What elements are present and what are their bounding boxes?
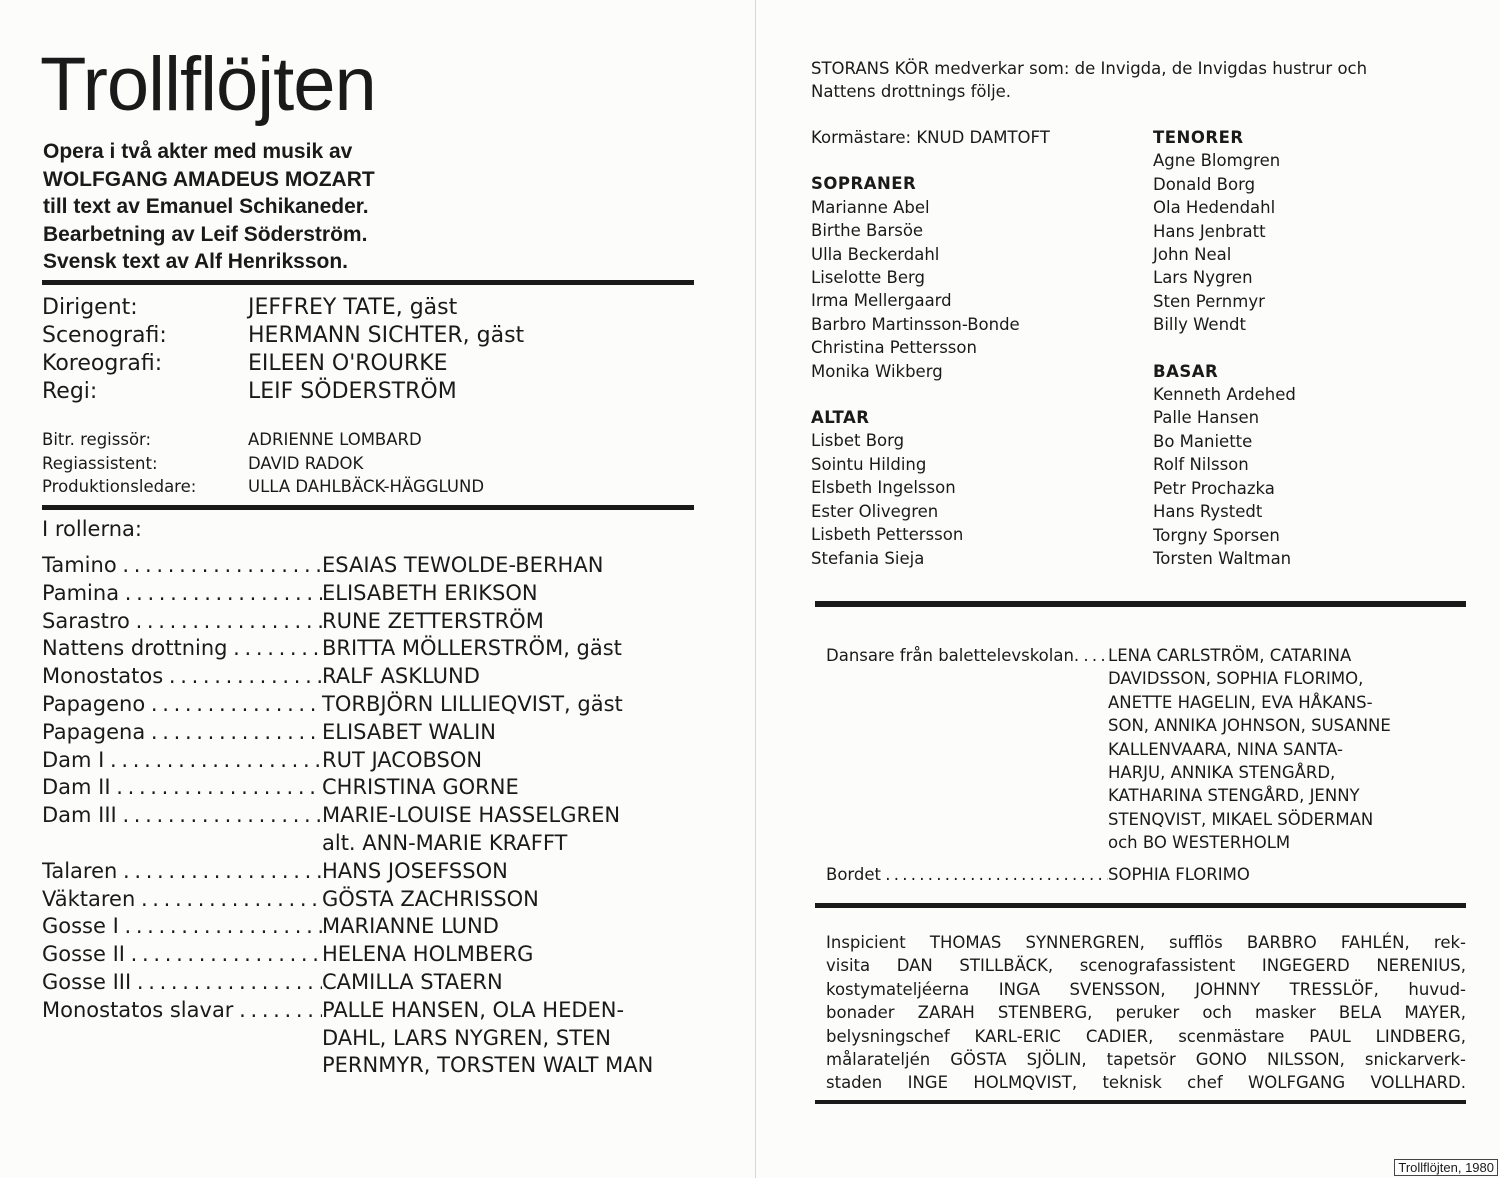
credit-row — [42, 428, 484, 452]
singer-name: Rolf Nilsson — [1153, 455, 1249, 475]
opera-intro — [43, 138, 375, 276]
roles-heading: I rollerna: — [42, 517, 142, 541]
actor-name: HELENA HOLMBERG — [322, 942, 534, 967]
singer-name: Palle Hansen — [1153, 408, 1260, 428]
section-heading: SOPRANER — [811, 174, 917, 194]
cast-row — [42, 997, 722, 1025]
role-name: Monostatos slavar . . . — [42, 997, 322, 1025]
singer-name: Ola Hedendahl — [1153, 198, 1276, 218]
singer-name: Birthe Barsöe — [811, 221, 924, 241]
dancer-line: KALLENVAARA, NINA SANTA- — [1108, 739, 1343, 759]
bordet-row — [826, 863, 1466, 886]
credit-row — [42, 350, 702, 378]
dancer-line: DAVIDSSON, SOPHIA FLORIMO, — [1108, 669, 1364, 689]
singer-name: Hans Jenbratt — [1153, 221, 1266, 241]
credit-label: Regiassistent: — [42, 453, 158, 473]
cast-row — [42, 747, 722, 775]
singer-name: Marianne Abel — [811, 197, 930, 217]
dancers-label: Dansare från balettelevskolan. . . . — [826, 644, 1108, 855]
role-name: Dam III . . . — [42, 802, 322, 830]
cast-row — [42, 941, 722, 969]
basar-list — [1153, 383, 1296, 570]
actor-name: CAMILLA STAERN — [322, 969, 503, 994]
actor-name-continued: DAHL, LARS NYGREN, STEN — [322, 1025, 612, 1050]
singer-name: Bo Maniette — [1153, 431, 1253, 451]
page-title: Trollflöjten — [40, 42, 376, 127]
assistant-credits — [42, 428, 484, 499]
credit-label: Bitr. regissör: — [42, 430, 152, 449]
actor-name: MARIE-LOUISE HASSELGREN — [322, 803, 621, 828]
bordet-name: SOPHIA FLORIMO — [1108, 864, 1250, 884]
cast-row — [42, 635, 722, 663]
actor-name: PALLE HANSEN, OLA HEDEN- — [322, 997, 625, 1022]
crew-credits — [826, 931, 1466, 1095]
credit-label: Regi: — [42, 379, 98, 404]
cast-row — [42, 580, 722, 608]
production-credits — [42, 294, 702, 406]
cast-row — [42, 969, 722, 997]
cast-row — [42, 886, 722, 914]
credit-name: JEFFREY TATE, gäst — [248, 295, 458, 320]
role-name: Monostatos . . . — [42, 663, 322, 691]
dancer-line: LENA CARLSTRÖM, CATARINA — [1108, 646, 1352, 665]
actor-name: MARIANNE LUND — [322, 914, 499, 939]
role-name: Gosse I . . . — [42, 913, 322, 941]
section-heading: BASAR — [1153, 361, 1219, 381]
crew-line: staden INGE HOLMQVIST, teknisk chef WOLFGANG VOLLHARD. — [826, 1073, 1466, 1093]
crew-line: kostymateljéerna INGA SVENSSON, JOHNNY TRESSLÖF, huvud- — [826, 979, 1466, 999]
actor-name: ELISABET WALIN — [322, 719, 497, 744]
page-fold — [755, 0, 756, 1178]
singer-name: Barbro Martinsson-Bonde — [811, 314, 1020, 334]
crew-line: visita DAN STILLBÄCK, scenografassistent INGEGERD NERENIUS, — [826, 956, 1466, 976]
credit-label: Scenografi: — [42, 323, 167, 348]
intro-line: Bearbetning av Leif Söderström. — [43, 222, 368, 246]
role-name: Tamino . . . — [42, 552, 322, 580]
divider — [815, 1100, 1466, 1104]
choir-intro — [811, 57, 1367, 103]
cast-list — [42, 552, 722, 1080]
dancer-line: HARJU, ANNIKA STENGÅRD, — [1108, 763, 1336, 783]
actor-name: GÖSTA ZACHRISSON — [322, 886, 539, 911]
credit-row — [42, 294, 702, 322]
role-name: Väktaren . . . — [42, 886, 322, 914]
credit-name: ULLA DAHLBÄCK-HÄGGLUND — [248, 477, 485, 496]
credit-label: Dirigent: — [42, 295, 138, 320]
chorus-left-column — [811, 126, 1050, 570]
credit-name: LEIF SÖDERSTRÖM — [248, 379, 457, 404]
actor-name: BRITTA MÖLLERSTRÖM, gäst — [322, 636, 622, 661]
singer-name: John Neal — [1153, 245, 1232, 265]
section-heading: TENORER — [1153, 128, 1244, 147]
singer-name: Lisbet Borg — [811, 431, 905, 451]
dancer-line: STENQVIST, MIKAEL SÖDERMAN — [1108, 809, 1374, 829]
credit-row — [42, 475, 484, 499]
section-heading: ALTAR — [811, 408, 870, 428]
singer-name: Sten Pernmyr — [1153, 291, 1265, 311]
actor-name-continued: PERNMYR, TORSTEN WALT MAN — [322, 1053, 654, 1078]
singer-name: Monika Wikberg — [811, 361, 943, 381]
credit-name: HERMANN SICHTER, gäst — [248, 323, 525, 348]
singer-name: Ester Olivegren — [811, 501, 939, 521]
cast-row — [42, 802, 722, 830]
credit-row — [42, 322, 702, 350]
divider — [42, 505, 694, 510]
altar-list — [811, 429, 1050, 569]
singer-name: Torsten Waltman — [1153, 548, 1292, 568]
cast-row — [42, 719, 722, 747]
sopraner-list — [811, 196, 1050, 383]
divider — [815, 903, 1466, 908]
intro-line: Svensk text av Alf Henriksson. — [43, 250, 349, 273]
singer-name: Ulla Beckerdahl — [811, 244, 940, 264]
choir-intro-line: Nattens drottnings följe. — [811, 82, 1012, 101]
role-name: Papageno . . . — [42, 691, 322, 719]
singer-name: Billy Wendt — [1153, 315, 1246, 335]
singer-name: Torgny Sporsen — [1153, 525, 1280, 545]
role-name: Talaren . . . — [42, 858, 322, 886]
intro-line: WOLFGANG AMADEUS MOZART — [43, 167, 375, 191]
chorus-master: Kormästare: KNUD DAMTOFT — [811, 128, 1050, 147]
chorus-right-column — [1153, 126, 1296, 570]
actor-name: ESAIAS TEWOLDE-BERHAN — [322, 553, 604, 577]
actor-name-continued: alt. ANN-MARIE KRAFFT — [322, 830, 568, 855]
divider — [815, 601, 1466, 607]
cast-row — [42, 691, 722, 719]
dancer-line: KATHARINA STENGÅRD, JENNY — [1108, 786, 1360, 806]
tenorer-list — [1153, 149, 1296, 336]
dancer-line: SON, ANNIKA JOHNSON, SUSANNE — [1108, 716, 1391, 736]
crew-line: belysningschef KARL-ERIC CADIER, scenmästare PAUL LINDBERG, — [826, 1026, 1466, 1046]
cast-row — [42, 552, 722, 580]
dancers-section — [826, 644, 1466, 886]
role-name: Nattens drottning . . . — [42, 635, 322, 663]
cast-row — [42, 663, 722, 691]
singer-name: Stefania Sieja — [811, 548, 925, 568]
credit-name: EILEEN O'ROURKE — [248, 351, 448, 376]
cast-row — [42, 913, 722, 941]
role-name: Dam II . . . — [42, 774, 322, 802]
dancer-names — [1108, 644, 1453, 855]
role-name: Gosse II . . . — [42, 941, 322, 969]
crew-line: Inspicient THOMAS SYNNERGREN, sufflös BARBRO FAHLÉN, rek- — [826, 933, 1466, 952]
singer-name: Sointu Hilding — [811, 454, 927, 474]
role-name: Sarastro . . . — [42, 608, 322, 636]
credit-name: DAVID RADOK — [248, 453, 364, 473]
choir-intro-line: STORANS KÖR medverkar som: de Invigda, de Invigdas hustrur och — [811, 59, 1368, 78]
dancer-line: och BO WESTERHOLM — [1108, 833, 1291, 853]
singer-name: Elsbeth Ingelsson — [811, 478, 956, 498]
singer-name: Agne Blomgren — [1153, 151, 1281, 171]
role-name: Gosse III . . . — [42, 969, 322, 997]
actor-name: RUNE ZETTERSTRÖM — [322, 608, 544, 633]
cast-row — [42, 774, 722, 802]
crew-line: bonader ZARAH STENBERG, peruker och masker BELA MAYER, — [826, 1003, 1466, 1023]
singer-name: Hans Rystedt — [1153, 502, 1263, 522]
actor-name: CHRISTINA GORNE — [322, 775, 519, 800]
singer-name: Liselotte Berg — [811, 268, 925, 288]
singer-name: Christina Pettersson — [811, 338, 977, 358]
actor-name: HANS JOSEFSSON — [322, 858, 508, 883]
credit-label: Koreografi: — [42, 351, 163, 376]
intro-line: till text av Emanuel Schikaneder. — [43, 195, 369, 218]
credit-row — [42, 452, 484, 476]
singer-name: Lars Nygren — [1153, 268, 1253, 288]
role-name: Papagena . . . — [42, 719, 322, 747]
actor-name: ELISABETH ERIKSON — [322, 580, 538, 605]
credit-name: ADRIENNE LOMBARD — [248, 430, 422, 449]
actor-name: TORBJÖRN LILLIEQVIST, gäst — [322, 691, 623, 716]
divider — [42, 280, 694, 285]
cast-row — [42, 858, 722, 886]
singer-name: Lisbeth Pettersson — [811, 525, 964, 545]
dancer-line: ANETTE HAGELIN, EVA HÅKANS- — [1108, 692, 1373, 712]
singer-name: Petr Prochazka — [1153, 478, 1275, 498]
actor-name: RUT JACOBSON — [322, 747, 483, 772]
intro-line: Opera i två akter med musik av — [43, 140, 353, 163]
singer-name: Donald Borg — [1153, 174, 1256, 194]
singer-name: Irma Mellergaard — [811, 291, 952, 311]
crew-line: målarateljén GÖSTA SJÖLIN, tapetsör GONO NILSSON, snickarverk- — [826, 1050, 1466, 1070]
role-name: Pamina . . . — [42, 580, 322, 608]
singer-name: Kenneth Ardehed — [1153, 385, 1296, 405]
role-name: Dam I . . . — [42, 747, 322, 775]
actor-name: RALF ASKLUND — [322, 664, 480, 689]
image-caption: Trollflöjten, 1980 — [1394, 1159, 1498, 1176]
bordet-label: Bordet . . . — [826, 863, 1108, 886]
credit-label: Produktionsledare: — [42, 477, 197, 496]
cast-row — [42, 608, 722, 636]
credit-row — [42, 378, 702, 406]
